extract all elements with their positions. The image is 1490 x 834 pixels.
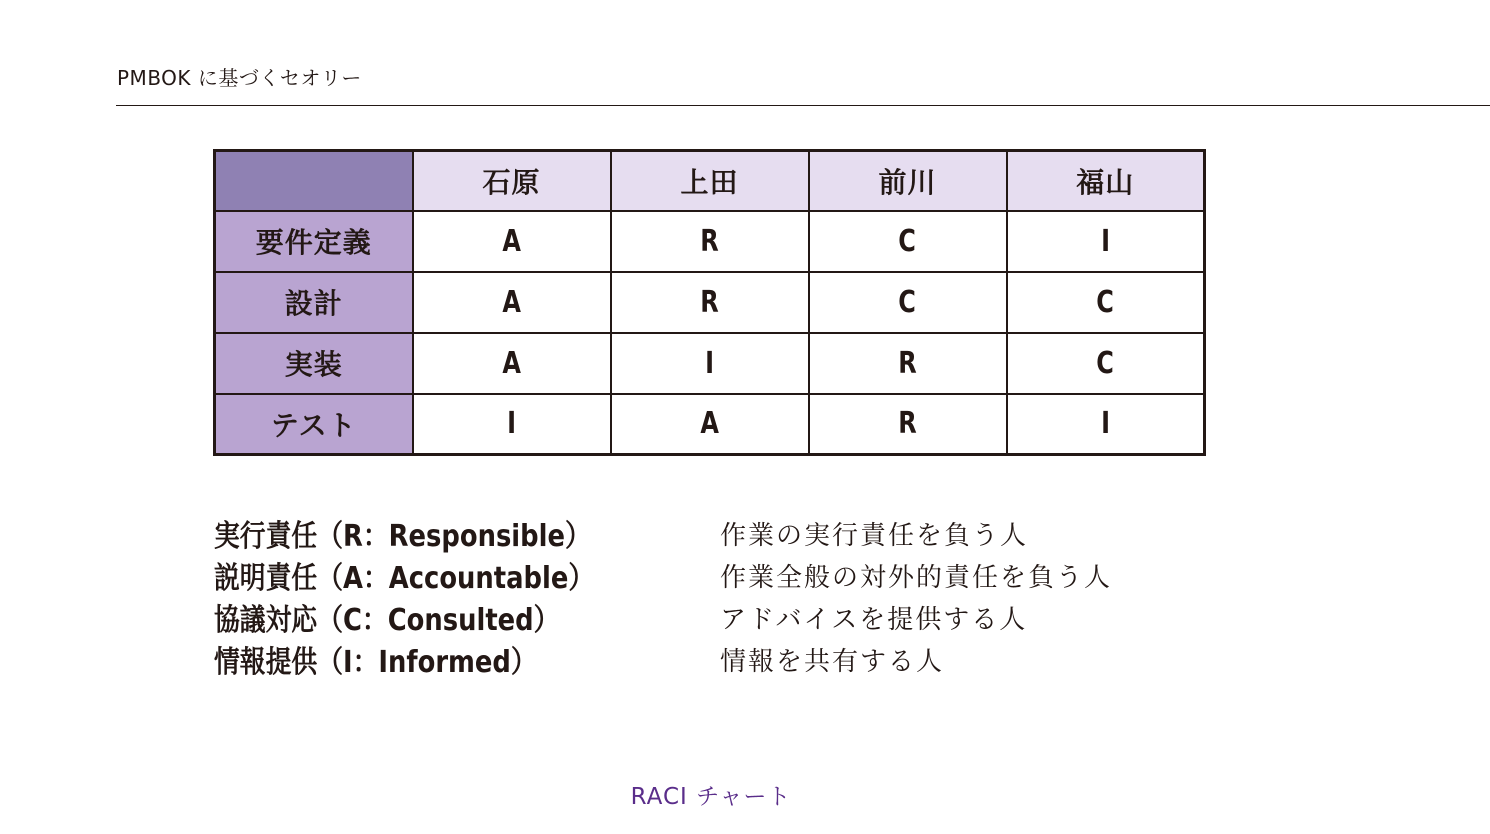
legend-term [214, 595, 720, 639]
raci-value: I [1100, 406, 1110, 442]
raci-value: R [700, 284, 719, 320]
table-row [215, 394, 1205, 455]
raci-value: I [507, 406, 516, 442]
legend-description: 作業の実行責任を負う人 [720, 520, 1029, 551]
raci-value-cell [809, 333, 1007, 394]
table-row [215, 211, 1205, 272]
legend-term [214, 511, 720, 555]
raci-value-cell [611, 211, 809, 272]
raci-value-cell [611, 394, 809, 455]
raci-value-cell [413, 333, 611, 394]
legend-description: 情報を共有する人 [720, 646, 945, 677]
raci-value: C [898, 284, 917, 320]
task-cell: 要件定義 [215, 211, 413, 272]
raci-value-cell [809, 211, 1007, 272]
raci-value: C [1096, 284, 1115, 320]
raci-value: I [1100, 223, 1110, 259]
raci-value-cell [611, 333, 809, 394]
legend-term [214, 637, 720, 681]
person-header-cell: 福山 [1007, 151, 1205, 211]
table-corner-cell [215, 151, 413, 211]
legend-item [214, 638, 1112, 680]
raci-value-cell [809, 394, 1007, 455]
person-header-cell: 石原 [413, 151, 611, 211]
figure-caption: RACI チャート [630, 784, 792, 810]
legend-term-text: 協議対応（C：Consulted） [214, 603, 560, 638]
page-header-title: PMBOK に基づくセオリー [117, 66, 362, 90]
legend-term-text: 実行責任（R：Responsible） [214, 519, 591, 554]
raci-value-cell [413, 211, 611, 272]
raci-value: A [700, 406, 719, 442]
raci-value: A [502, 345, 521, 381]
legend-description: アドバイスを提供する人 [720, 604, 1028, 635]
raci-value-cell [1007, 394, 1205, 455]
raci-value-cell [611, 272, 809, 333]
raci-value-cell [413, 272, 611, 333]
raci-value-cell [809, 272, 1007, 333]
raci-value: R [700, 223, 719, 259]
raci-legend [214, 512, 1112, 680]
legend-term-text: 説明責任（A：Accountable） [214, 561, 595, 596]
raci-value-cell [413, 394, 611, 455]
raci-value: A [502, 223, 521, 259]
raci-value: R [898, 406, 917, 442]
task-cell: 実装 [215, 333, 413, 394]
raci-value-cell [1007, 272, 1205, 333]
legend-term-text: 情報提供（I：Informed） [214, 645, 537, 680]
legend-item [214, 512, 1112, 554]
table-row [215, 272, 1205, 333]
raci-value: I [705, 345, 714, 381]
legend-item [214, 554, 1112, 596]
raci-value: R [898, 345, 917, 381]
task-cell: テスト [215, 394, 413, 455]
person-header-cell: 上田 [611, 151, 809, 211]
raci-table [213, 149, 1206, 456]
header-divider [116, 105, 1490, 106]
table-header-row [215, 151, 1205, 211]
legend-term [214, 553, 720, 597]
raci-value: C [1096, 345, 1115, 381]
task-cell: 設計 [215, 272, 413, 333]
raci-value: C [898, 223, 917, 259]
person-header-cell: 前川 [809, 151, 1007, 211]
legend-item [214, 596, 1112, 638]
legend-description: 作業全般の対外的責任を負う人 [720, 562, 1113, 593]
raci-value-cell [1007, 211, 1205, 272]
raci-value: A [502, 284, 521, 320]
raci-value-cell [1007, 333, 1205, 394]
table-row [215, 333, 1205, 394]
